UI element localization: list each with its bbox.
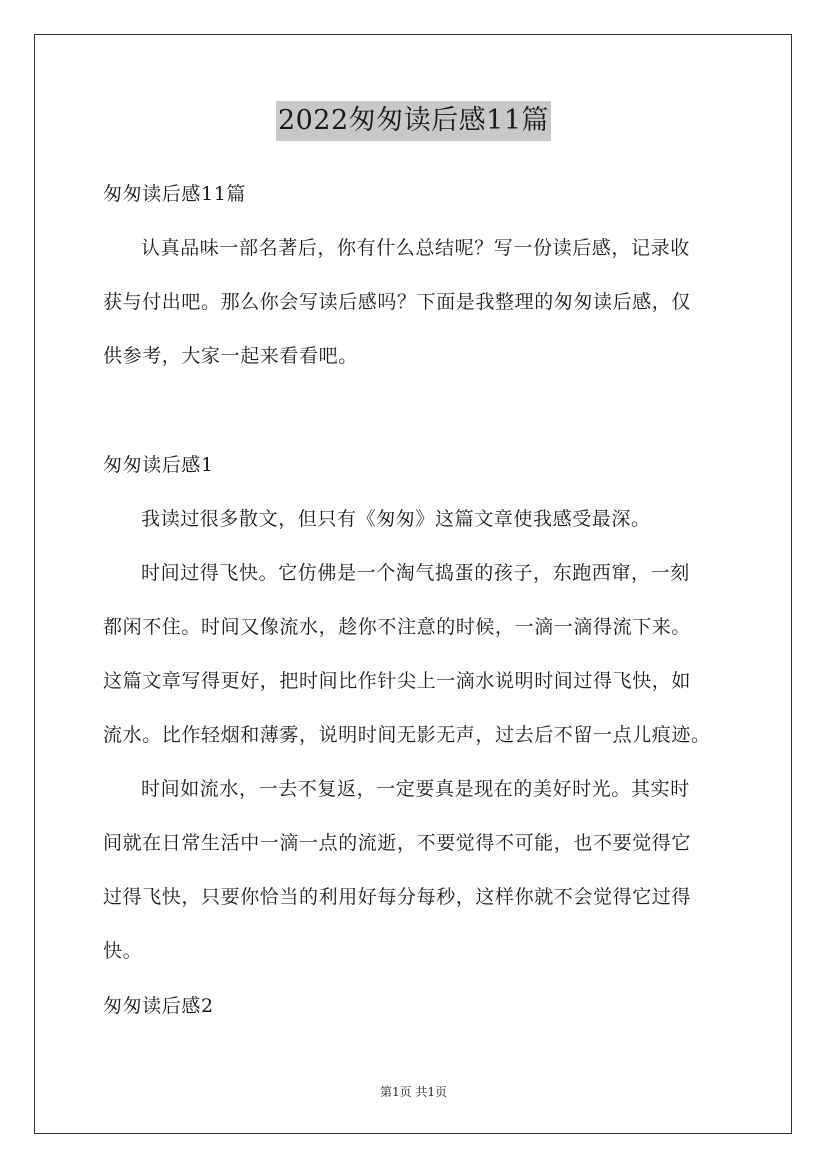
document-title: 2022匆匆读后感11篇: [276, 101, 551, 141]
paragraph-line: 时间过得飞快。它仿佛是一个淘气捣蛋的孩子，东跑西窜，一刻: [141, 562, 690, 584]
paragraph-line: 这篇文章写得更好，把时间比作针尖上一滴水说明时间过得飞快，如: [103, 670, 692, 692]
paragraph-line: 过得飞快，只要你恰当的利用好每分每秒，这样你就不会觉得它过得: [103, 886, 692, 908]
paragraph-line: 我读过很多散文，但只有《匆匆》这篇文章使我感受最深。: [141, 508, 651, 530]
paragraph-line: 时间如流水，一去不复返，一定要真是现在的美好时光。其实时: [141, 778, 690, 800]
page-footer: 第1页 共1页: [379, 1085, 448, 1099]
section-heading-2: 匆匆读后感2: [103, 995, 214, 1017]
subtitle-heading: 匆匆读后感11篇: [103, 183, 246, 205]
intro-line-1: 认真品味一部名著后，你有什么总结呢？写一份读后感，记录收: [141, 237, 690, 259]
intro-line-3: 供参考，大家一起来看看吧。: [103, 345, 358, 367]
title-container: [0, 101, 827, 141]
paragraph-line: 都闲不住。时间又像流水，趁你不注意的时候，一滴一滴得流下来。: [103, 616, 692, 638]
section-heading-1: 匆匆读后感1: [103, 454, 214, 476]
paragraph-line: 流水。比作轻烟和薄雾，说明时间无影无声，过去后不留一点儿痕迹。: [103, 724, 711, 746]
paragraph-line: 间就在日常生活中一滴一点的流逝，不要觉得不可能，也不要觉得它: [103, 832, 692, 854]
intro-line-2: 获与付出吧。那么你会写读后感吗？下面是我整理的匆匆读后感，仅: [103, 291, 692, 313]
paragraph-line: 快。: [103, 940, 143, 962]
